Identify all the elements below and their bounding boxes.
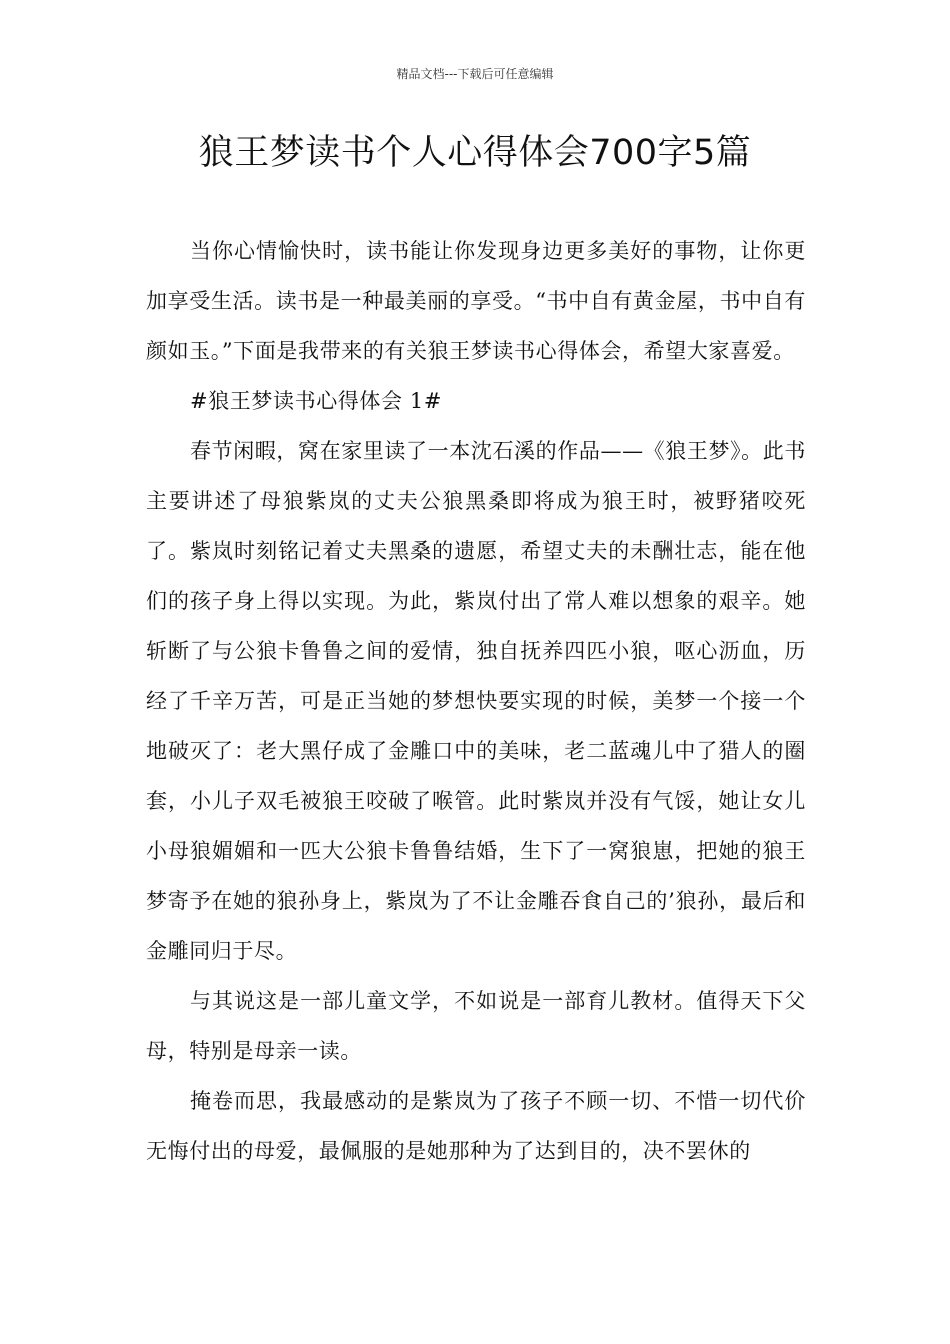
document-title: 狼王梦读书个人心得体会700字5篇 <box>198 133 752 173</box>
body-paragraph: 春节闲暇，窝在家里读了一本沈石溪的作品——《狼王梦》。此书主要讲述了母狼紫岚的丈夫公狼黑桑即将成为狼王时，被野猪咬死了。紫岚时刻铭记着丈夫黑桑的遗愿，希望丈夫的未酬壮志，能在他们的孩子身上得以实现。为此，紫岚付出了常人难以想象的艰辛。她斩断了与公狼卡鲁鲁之间的爱情，独自抚养四匹小狼，呕心沥血，历经了千辛万苦，可是正当她的梦想快要实现的时候，美梦一个接一个地破灭了：老大黑仔成了金雕口中的美味，老二蓝魂儿中了猎人的圈套，小儿子双毛被狼王咬破了喉管。此时紫岚并没有气馁，她让女儿小母狼媚媚和一匹大公狼卡鲁鲁结婚，生下了一窝狼崽，把她的狼王梦寄予在她的狼孙身上，紫岚为了不让金雕吞食自己的’狼孙，最后和金雕同归于尽。 <box>146 439 806 963</box>
document-body <box>146 226 806 1176</box>
header-note: 精品文档---下载后可任意编辑 <box>396 67 554 81</box>
body-paragraph: 与其说这是一部儿童文学，不如说是一部育儿教材。值得天下父母，特别是母亲一读。 <box>146 989 806 1063</box>
body-paragraph: 掩卷而思，我最感动的是紫岚为了孩子不顾一切、不惜一切代价无悔付出的母爱，最佩服的是她那种为了达到目的，决不罢休的 <box>146 1089 806 1163</box>
section-heading: #狼王梦读书心得体会 1# <box>190 389 443 413</box>
intro-paragraph: 当你心情愉快时，读书能让你发现身边更多美好的事物，让你更加享受生活。读书是一种最美丽的享受。“书中自有黄金屋，书中自有颜如玉。”下面是我带来的有关狼王梦读书心得体会，希望大家喜爱。 <box>146 239 806 363</box>
